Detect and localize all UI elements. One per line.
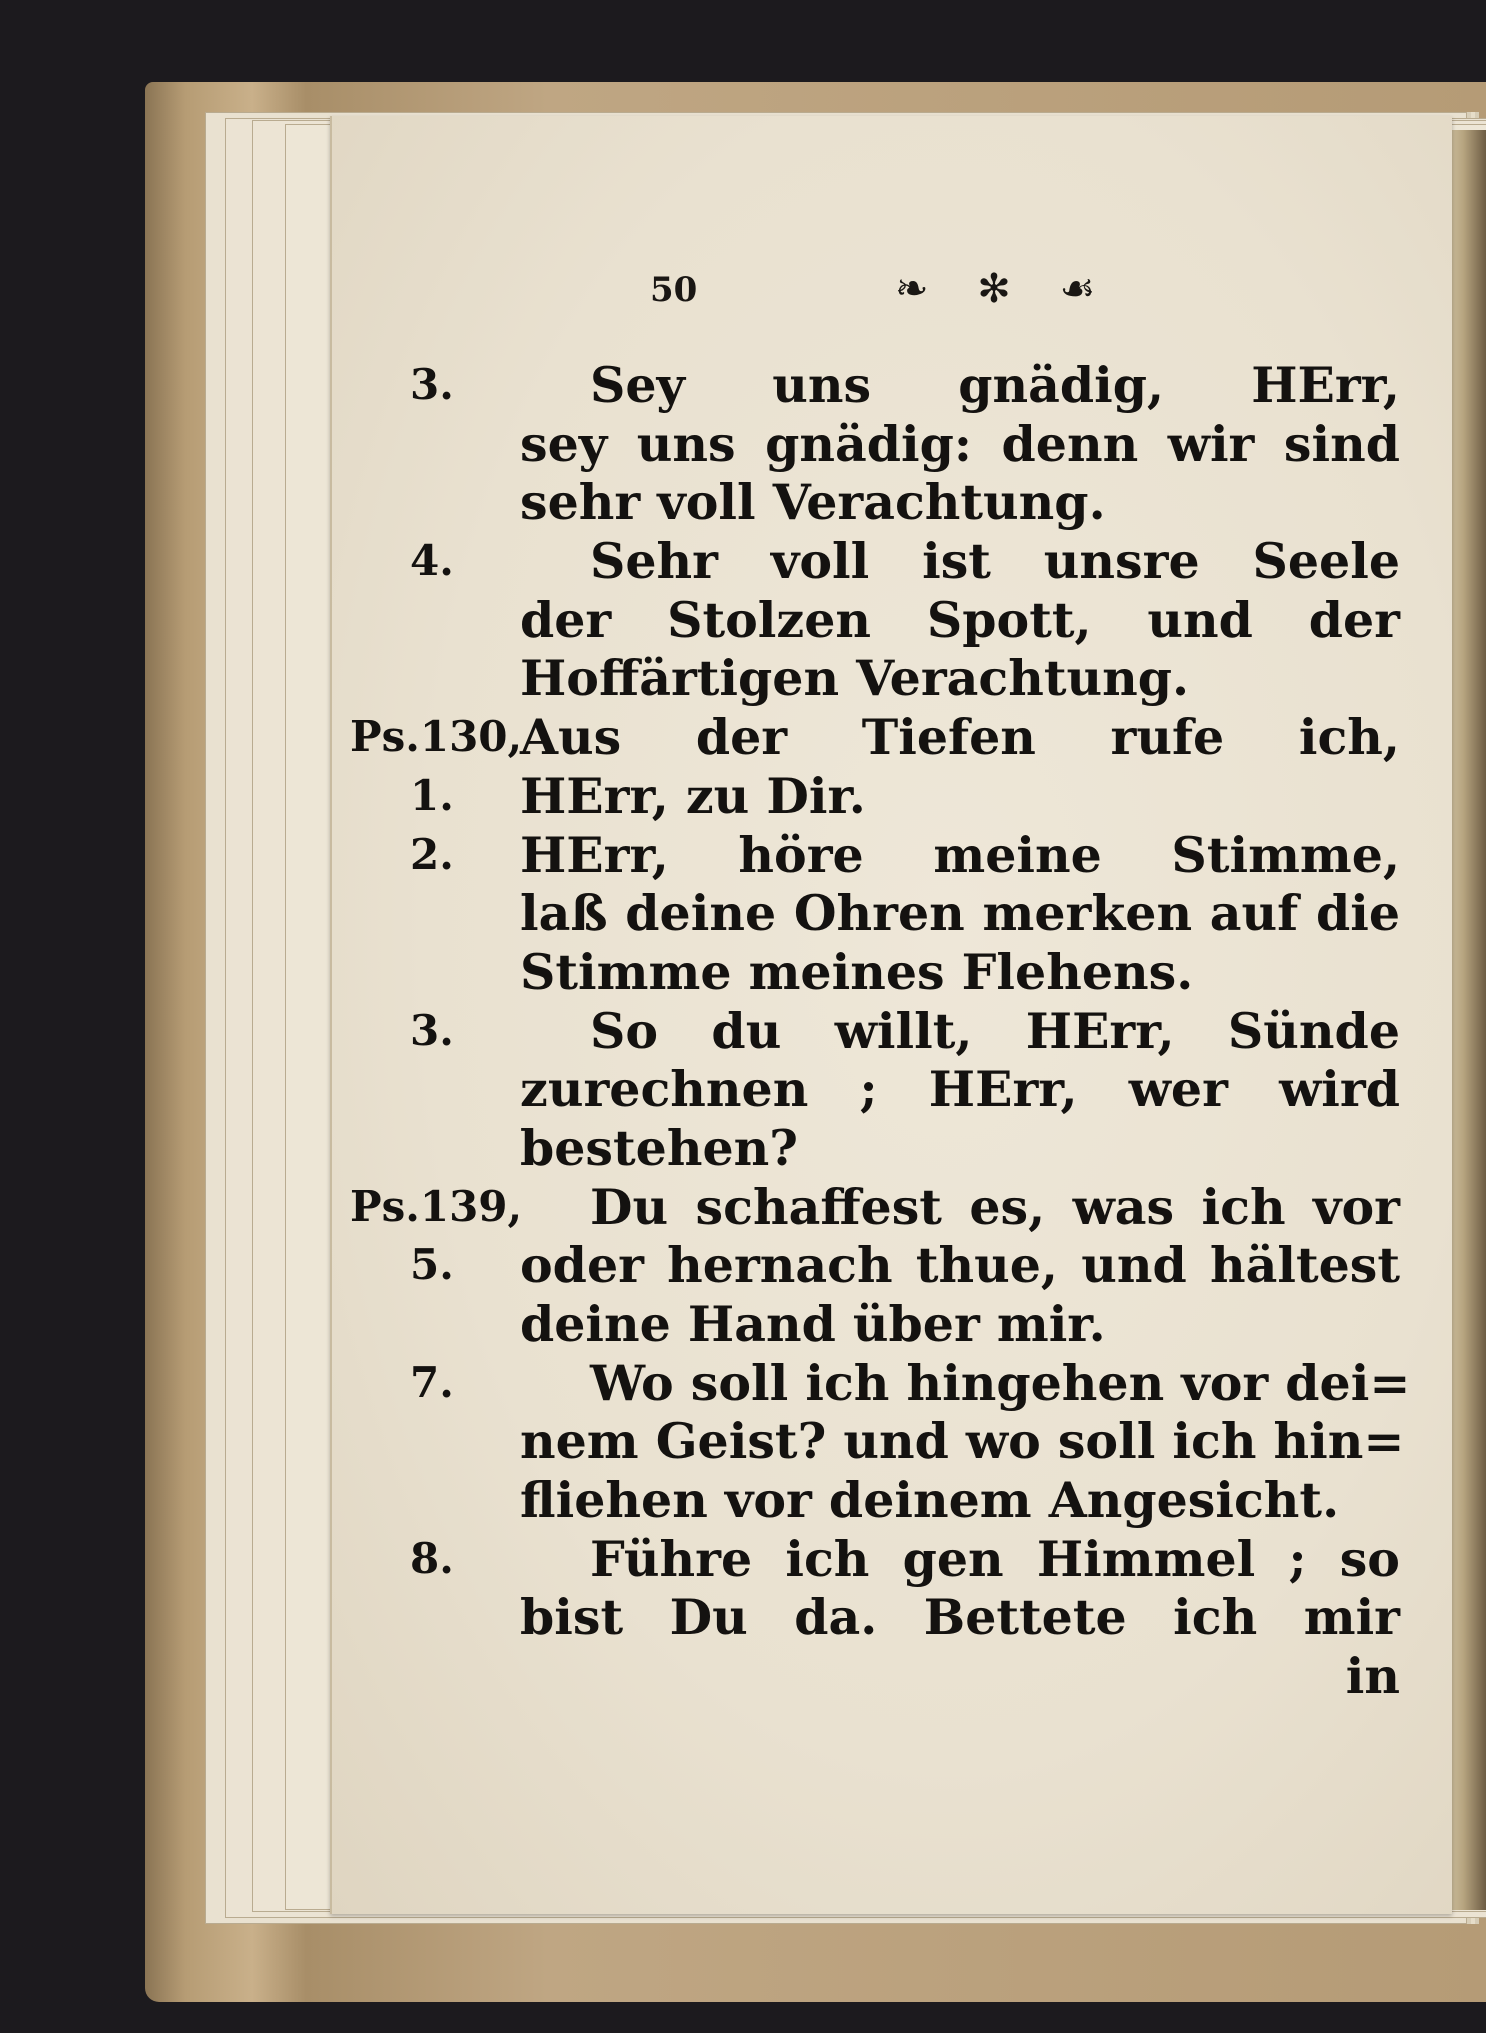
line-text: zurechnen ; HErr, wer wird <box>520 1060 1400 1119</box>
text-line <box>520 649 1400 708</box>
line-text: der Stolzen Spott, und der <box>520 590 1400 649</box>
line-text: HErr, höre meine Stimme, <box>520 825 1400 884</box>
verse-number: 1. <box>410 770 454 820</box>
text-line <box>350 708 1400 767</box>
page-number: 50 <box>650 270 698 310</box>
verse-number: 5. <box>410 1240 454 1290</box>
text-line <box>410 1236 1400 1295</box>
line-text: Wo soll ich hingehen vor dei= <box>590 1353 1411 1412</box>
line-text: Sehr voll ist unsre Seele <box>590 532 1400 591</box>
page-text <box>350 356 1411 1706</box>
verse-number: 7. <box>410 1357 454 1407</box>
line-text: deine Hand über mir. <box>520 1295 1106 1353</box>
line-text: Sey uns gnädig, HErr, <box>590 356 1400 414</box>
line-text: nem Geist? und wo soll ich hin= <box>520 1412 1405 1471</box>
page-gutter <box>1448 130 1486 1910</box>
text-line <box>350 1177 1400 1237</box>
verse-number: 4. <box>410 536 454 586</box>
text-line <box>520 1119 1400 1178</box>
text-line <box>410 1353 1411 1413</box>
page-header <box>650 266 1170 320</box>
line-text: laß deine Ohren merken auf die <box>520 884 1400 943</box>
text-line <box>520 473 1400 532</box>
line-text: Führe ich gen Himmel ; so <box>590 1529 1400 1588</box>
line-text: Aus der Tiefen rufe ich, <box>520 708 1400 767</box>
verse-number: 3. <box>410 1005 454 1055</box>
verse-number: 2. <box>410 829 454 879</box>
text-line <box>410 825 1400 885</box>
text-line <box>520 1412 1405 1471</box>
verse-number: 3. <box>410 360 454 409</box>
line-text: sehr voll Verachtung. <box>520 473 1106 532</box>
text-line <box>410 1529 1400 1589</box>
text-line <box>410 356 1400 415</box>
text-line <box>520 1295 1400 1354</box>
line-text: Stimme meines Flehens. <box>520 942 1194 1001</box>
text-line <box>520 1647 1400 1706</box>
text-line <box>520 1588 1400 1647</box>
text-line <box>410 1001 1400 1061</box>
psalm-reference: Ps.139, <box>350 1181 523 1231</box>
text-line <box>410 532 1400 591</box>
text-line <box>520 884 1400 943</box>
verse-number: 8. <box>410 1533 454 1583</box>
line-text: Hoffärtigen Verachtung. <box>520 649 1190 708</box>
line-text: bist Du da. Bettete ich mir <box>520 1588 1400 1647</box>
line-text: bestehen? <box>520 1118 798 1177</box>
text-line <box>520 1471 1400 1530</box>
psalm-reference: Ps.130, <box>350 712 523 762</box>
ornament-icon: ❧ ✻ ☙ <box>895 266 1114 312</box>
line-text: fliehen vor deinem Angesicht. <box>520 1471 1340 1530</box>
text-line <box>520 943 1400 1002</box>
line-text: HErr, zu Dir. <box>520 766 866 825</box>
text-line <box>520 1060 1400 1119</box>
text-line <box>520 415 1400 474</box>
line-text: Du schaffest es, was ich vor <box>590 1177 1400 1236</box>
text-line <box>520 591 1400 650</box>
line-text: oder hernach thue, und hältest <box>520 1236 1400 1295</box>
line-text: So du willt, HErr, Sünde <box>590 1001 1400 1060</box>
line-text: in <box>1345 1647 1400 1706</box>
line-text: sey uns gnädig: denn wir sind <box>520 414 1400 473</box>
text-line <box>410 766 1400 826</box>
